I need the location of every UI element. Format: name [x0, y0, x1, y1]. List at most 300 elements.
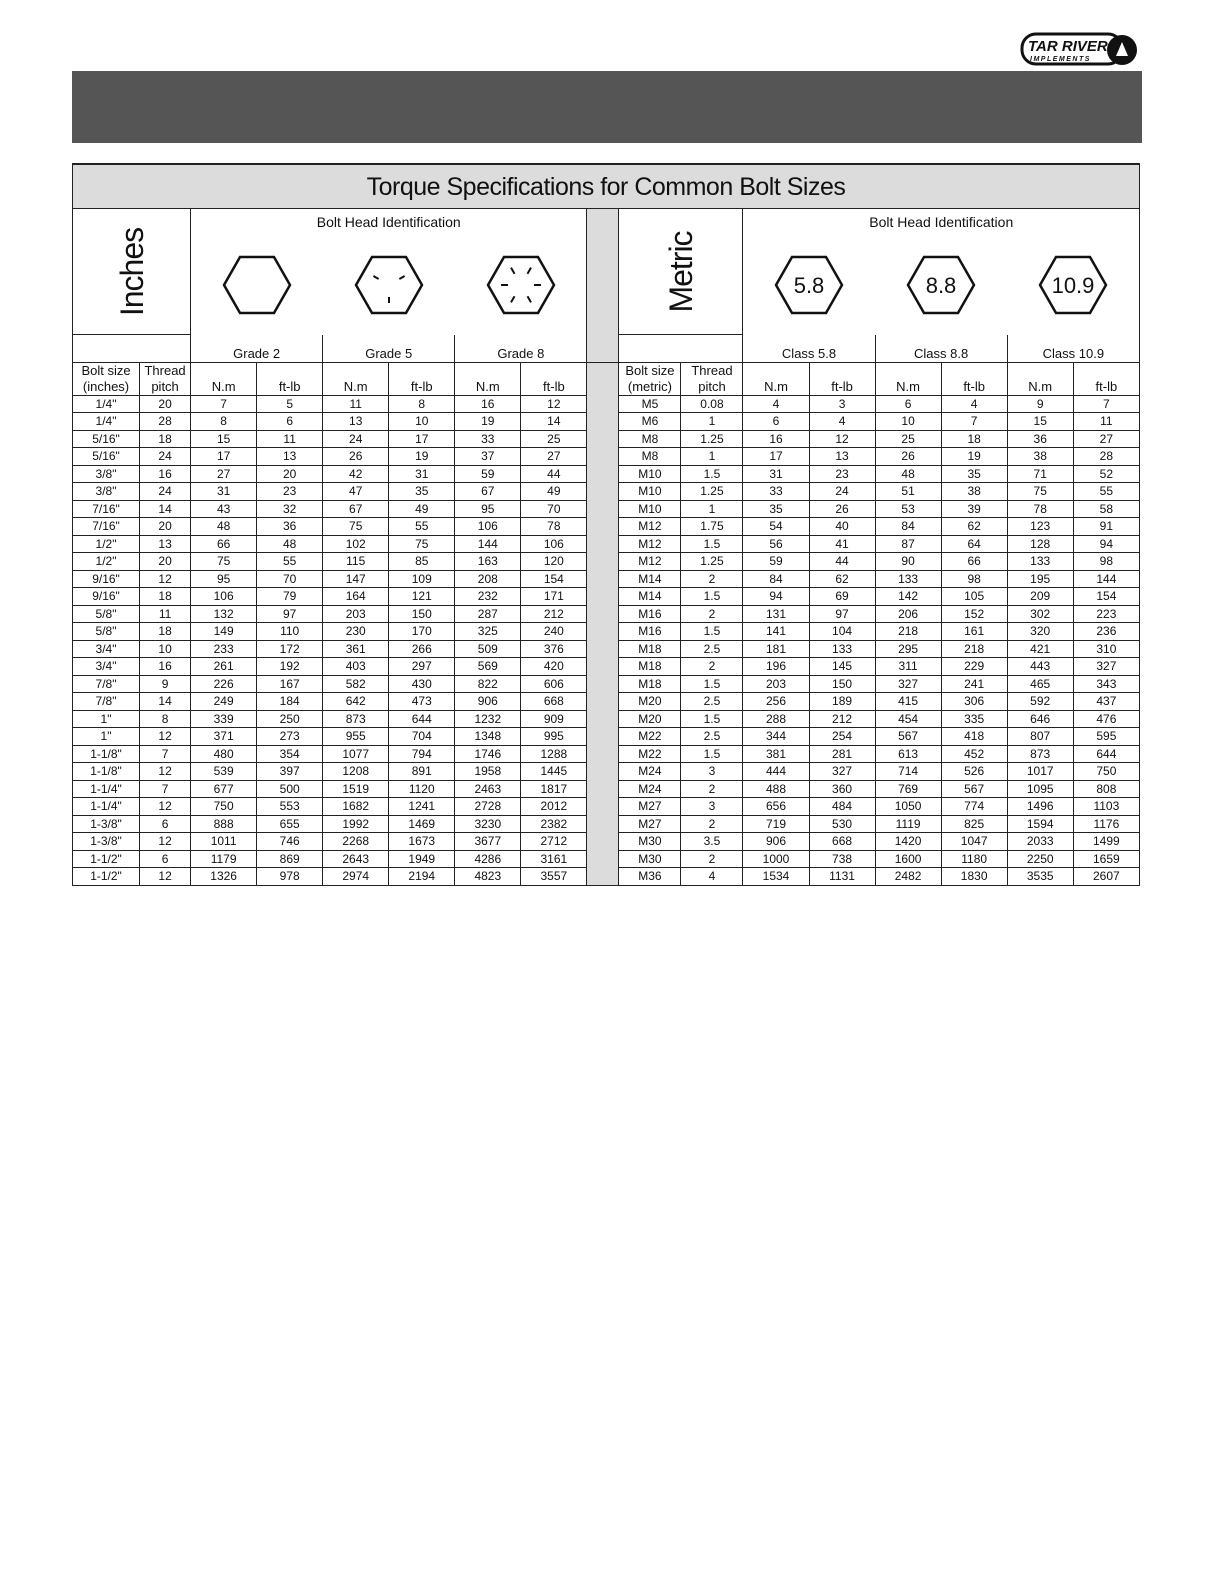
- metric-cell: 145: [809, 658, 875, 676]
- metric-cell: 1119: [875, 815, 941, 833]
- metric-cell: 36: [1007, 430, 1073, 448]
- inches-cell: 287: [455, 605, 521, 623]
- inches-cell: 24: [140, 483, 191, 501]
- metric-cell: 906: [743, 833, 809, 851]
- inches-cell: 15: [191, 430, 257, 448]
- inches-cell: 13: [140, 535, 191, 553]
- inches-cell: 2974: [323, 868, 389, 886]
- metric-cell: 808: [1073, 780, 1139, 798]
- inches-cell: 11: [323, 395, 389, 413]
- metric-unit-cell: [619, 209, 743, 335]
- table-title: Torque Specifications for Common Bolt Sizes: [73, 164, 1140, 209]
- inches-cell: 746: [257, 833, 323, 851]
- inches-cell: 43: [191, 500, 257, 518]
- inches-cell: 339: [191, 710, 257, 728]
- inches-cell: 2012: [521, 798, 587, 816]
- inches-cell: 79: [257, 588, 323, 606]
- inches-cell: 26: [323, 448, 389, 466]
- metric-cell: 18: [941, 430, 1007, 448]
- inches-cell: 1958: [455, 763, 521, 781]
- metric-cell: 26: [875, 448, 941, 466]
- metric-cell: M12: [619, 518, 681, 536]
- metric-cell: 7: [1073, 395, 1139, 413]
- inches-cell: 266: [389, 640, 455, 658]
- metric-cell: 123: [1007, 518, 1073, 536]
- inches-cell: 23: [257, 483, 323, 501]
- metric-cell: 1103: [1073, 798, 1139, 816]
- metric-cell: M20: [619, 693, 681, 711]
- metric-cell: 769: [875, 780, 941, 798]
- metric-cell: 38: [941, 483, 1007, 501]
- inches-cell: 14: [521, 413, 587, 431]
- inches-cell: 473: [389, 693, 455, 711]
- inches-cell: 1817: [521, 780, 587, 798]
- inches-cell: 171: [521, 588, 587, 606]
- metric-cell: 26: [809, 500, 875, 518]
- metric-cell: 38: [1007, 448, 1073, 466]
- inches-cell: 78: [521, 518, 587, 536]
- metric-cell: 646: [1007, 710, 1073, 728]
- metric-cell: 327: [875, 675, 941, 693]
- grade-2-label: Grade 2: [191, 335, 323, 363]
- inches-cell: 249: [191, 693, 257, 711]
- metric-cell: 281: [809, 745, 875, 763]
- inches-cell: 47: [323, 483, 389, 501]
- inches-cell: 2268: [323, 833, 389, 851]
- inches-cell: 75: [323, 518, 389, 536]
- class-8-8-ftlb-header: ft-lb: [941, 362, 1007, 395]
- metric-cell: 1594: [1007, 815, 1073, 833]
- inches-cell: 20: [140, 395, 191, 413]
- inches-cell: 44: [521, 465, 587, 483]
- metric-cell: 344: [743, 728, 809, 746]
- inches-cell: 2728: [455, 798, 521, 816]
- inches-cell: 5/16": [73, 430, 140, 448]
- metric-cell: M20: [619, 710, 681, 728]
- inches-bolt-head-label: Bolt Head Identification: [191, 209, 587, 236]
- inches-cell: 167: [257, 675, 323, 693]
- metric-cell: 223: [1073, 605, 1139, 623]
- inches-cell: 1949: [389, 850, 455, 868]
- grade-8-head-cell: [455, 236, 587, 335]
- inches-cell: 5: [257, 395, 323, 413]
- metric-cell: M10: [619, 465, 681, 483]
- metric-cell: 62: [941, 518, 1007, 536]
- inches-cell: 17: [191, 448, 257, 466]
- inches-cell: 95: [455, 500, 521, 518]
- metric-cell: 3: [681, 763, 743, 781]
- metric-cell: 2: [681, 815, 743, 833]
- inches-cell: 16: [140, 465, 191, 483]
- metric-cell: 62: [809, 570, 875, 588]
- metric-cell: 343: [1073, 675, 1139, 693]
- section-divider-body: [587, 362, 619, 885]
- inches-cell: 3230: [455, 815, 521, 833]
- metric-cell: 28: [1073, 448, 1139, 466]
- metric-cell: 150: [809, 675, 875, 693]
- inches-unit-bottom: [73, 335, 191, 363]
- metric-unit-label: Metric: [662, 230, 699, 313]
- metric-cell: 2.5: [681, 728, 743, 746]
- inches-cell: 55: [389, 518, 455, 536]
- metric-cell: 1: [681, 500, 743, 518]
- metric-cell: 39: [941, 500, 1007, 518]
- inches-cell: 149: [191, 623, 257, 641]
- metric-cell: 4: [941, 395, 1007, 413]
- metric-cell: 1420: [875, 833, 941, 851]
- hex-bolt-grade-5-icon: [354, 253, 424, 317]
- inches-cell: 18: [140, 430, 191, 448]
- metric-cell: 209: [1007, 588, 1073, 606]
- inches-cell: 1348: [455, 728, 521, 746]
- inches-cell: 1-3/8": [73, 833, 140, 851]
- inches-cell: 2712: [521, 833, 587, 851]
- inches-cell: 70: [257, 570, 323, 588]
- metric-cell: 484: [809, 798, 875, 816]
- metric-cell: 181: [743, 640, 809, 658]
- inches-cell: 5/8": [73, 605, 140, 623]
- metric-cell: 3535: [1007, 868, 1073, 886]
- metric-cell: 133: [809, 640, 875, 658]
- inches-cell: 539: [191, 763, 257, 781]
- grade-8-label: Grade 8: [455, 335, 587, 363]
- metric-cell: 218: [875, 623, 941, 641]
- grade-5-nm-header: N.m: [323, 362, 389, 395]
- class-10-9-nm-header: N.m: [1007, 362, 1073, 395]
- inches-cell: 1-1/4": [73, 780, 140, 798]
- class-10-9-label: Class 10.9: [1007, 335, 1139, 363]
- inches-cell: 3557: [521, 868, 587, 886]
- inches-cell: 233: [191, 640, 257, 658]
- inches-cell: 873: [323, 710, 389, 728]
- metric-cell: 27: [1073, 430, 1139, 448]
- metric-cell: 16: [743, 430, 809, 448]
- inches-cell: 85: [389, 553, 455, 571]
- metric-cell: 4: [809, 413, 875, 431]
- metric-cell: 595: [1073, 728, 1139, 746]
- metric-cell: 203: [743, 675, 809, 693]
- inches-cell: 172: [257, 640, 323, 658]
- inches-cell: 1208: [323, 763, 389, 781]
- metric-cell: 2482: [875, 868, 941, 886]
- inches-cell: 12: [140, 833, 191, 851]
- metric-cell: 454: [875, 710, 941, 728]
- inches-cell: 154: [521, 570, 587, 588]
- metric-cell: 154: [1073, 588, 1139, 606]
- metric-cell: 44: [809, 553, 875, 571]
- inches-cell: 1326: [191, 868, 257, 886]
- metric-cell: M6: [619, 413, 681, 431]
- metric-bolt-head-label: Bolt Head Identification: [743, 209, 1140, 236]
- metric-cell: M36: [619, 868, 681, 886]
- metric-cell: 1.5: [681, 588, 743, 606]
- inches-cell: 75: [389, 535, 455, 553]
- metric-cell: 873: [1007, 745, 1073, 763]
- inches-cell: 7/16": [73, 500, 140, 518]
- inches-cell: 67: [323, 500, 389, 518]
- metric-cell: 295: [875, 640, 941, 658]
- metric-cell: 35: [941, 465, 1007, 483]
- metric-cell: 59: [743, 553, 809, 571]
- metric-cell: 105: [941, 588, 1007, 606]
- metric-cell: 738: [809, 850, 875, 868]
- inches-cell: 1445: [521, 763, 587, 781]
- metric-cell: 526: [941, 763, 1007, 781]
- inches-cell: 14: [140, 500, 191, 518]
- inches-cell: 184: [257, 693, 323, 711]
- metric-cell: 443: [1007, 658, 1073, 676]
- metric-cell: 97: [809, 605, 875, 623]
- metric-cell: M22: [619, 745, 681, 763]
- inches-cell: 67: [455, 483, 521, 501]
- metric-cell: 78: [1007, 500, 1073, 518]
- metric-cell: 24: [809, 483, 875, 501]
- metric-cell: 530: [809, 815, 875, 833]
- class-5-8-label: Class 5.8: [743, 335, 875, 363]
- class-8-8-head-cell: [875, 236, 1007, 335]
- metric-cell: 189: [809, 693, 875, 711]
- metric-cell: 310: [1073, 640, 1139, 658]
- inches-cell: 20: [140, 553, 191, 571]
- class-5-8-nm-header: N.m: [743, 362, 809, 395]
- inches-cell: 6: [140, 850, 191, 868]
- metric-cell: 241: [941, 675, 1007, 693]
- inches-cell: 7: [191, 395, 257, 413]
- inches-cell: 361: [323, 640, 389, 658]
- metric-cell: 23: [809, 465, 875, 483]
- inches-cell: 3/8": [73, 465, 140, 483]
- metric-cell: 1.25: [681, 483, 743, 501]
- metric-cell: 56: [743, 535, 809, 553]
- inches-cell: 1232: [455, 710, 521, 728]
- class-10-9-marking: 10.9: [1051, 273, 1095, 299]
- inches-cell: 48: [191, 518, 257, 536]
- inches-cell: 1746: [455, 745, 521, 763]
- metric-cell: 133: [875, 570, 941, 588]
- inches-cell: 677: [191, 780, 257, 798]
- inches-cell: 794: [389, 745, 455, 763]
- metric-cell: M10: [619, 500, 681, 518]
- metric-cell: 229: [941, 658, 1007, 676]
- inches-bolt-size-header: Bolt size (inches): [73, 362, 140, 395]
- inches-cell: 8: [140, 710, 191, 728]
- inches-cell: 5/8": [73, 623, 140, 641]
- inches-cell: 1011: [191, 833, 257, 851]
- metric-cell: 1499: [1073, 833, 1139, 851]
- inches-cell: 11: [140, 605, 191, 623]
- metric-cell: M16: [619, 605, 681, 623]
- metric-cell: 1176: [1073, 815, 1139, 833]
- class-5-8-marking: 5.8: [793, 273, 825, 299]
- metric-cell: 1000: [743, 850, 809, 868]
- metric-cell: M12: [619, 553, 681, 571]
- inches-cell: 115: [323, 553, 389, 571]
- inches-cell: 8: [389, 395, 455, 413]
- inches-cell: 32: [257, 500, 323, 518]
- section-divider: [587, 209, 619, 363]
- inches-cell: 3/4": [73, 640, 140, 658]
- metric-cell: 719: [743, 815, 809, 833]
- inches-cell: 2194: [389, 868, 455, 886]
- metric-cell: 306: [941, 693, 1007, 711]
- metric-cell: 54: [743, 518, 809, 536]
- metric-cell: 9: [1007, 395, 1073, 413]
- inches-cell: 7: [140, 745, 191, 763]
- inches-cell: 95: [191, 570, 257, 588]
- inches-cell: 232: [455, 588, 521, 606]
- inches-cell: 208: [455, 570, 521, 588]
- metric-cell: M8: [619, 448, 681, 466]
- inches-cell: 12: [140, 570, 191, 588]
- metric-cell: 51: [875, 483, 941, 501]
- inches-cell: 955: [323, 728, 389, 746]
- metric-cell: 714: [875, 763, 941, 781]
- metric-cell: 2: [681, 570, 743, 588]
- inches-cell: 4823: [455, 868, 521, 886]
- inches-cell: 36: [257, 518, 323, 536]
- inches-cell: 995: [521, 728, 587, 746]
- inches-cell: 192: [257, 658, 323, 676]
- metric-cell: 807: [1007, 728, 1073, 746]
- metric-unit-bottom: [619, 335, 743, 363]
- metric-cell: 415: [875, 693, 941, 711]
- inches-cell: 1-1/2": [73, 850, 140, 868]
- metric-cell: 1.5: [681, 745, 743, 763]
- inches-cell: 1": [73, 728, 140, 746]
- metric-cell: 1.25: [681, 553, 743, 571]
- inches-cell: 132: [191, 605, 257, 623]
- inches-cell: 10: [140, 640, 191, 658]
- inches-cell: 420: [521, 658, 587, 676]
- metric-cell: 91: [1073, 518, 1139, 536]
- metric-cell: 48: [875, 465, 941, 483]
- metric-cell: 144: [1073, 570, 1139, 588]
- metric-cell: 1830: [941, 868, 1007, 886]
- inches-cell: 31: [191, 483, 257, 501]
- metric-cell: 327: [809, 763, 875, 781]
- metric-cell: M18: [619, 658, 681, 676]
- inches-cell: 397: [257, 763, 323, 781]
- metric-cell: 2033: [1007, 833, 1073, 851]
- metric-cell: 11: [1073, 413, 1139, 431]
- metric-cell: 236: [1073, 623, 1139, 641]
- metric-cell: 64: [941, 535, 1007, 553]
- metric-cell: 1095: [1007, 780, 1073, 798]
- inches-cell: 35: [389, 483, 455, 501]
- inches-cell: 7: [140, 780, 191, 798]
- inches-cell: 978: [257, 868, 323, 886]
- inches-cell: 14: [140, 693, 191, 711]
- inches-cell: 430: [389, 675, 455, 693]
- metric-cell: 161: [941, 623, 1007, 641]
- inches-cell: 147: [323, 570, 389, 588]
- inches-cell: 144: [455, 535, 521, 553]
- metric-cell: 750: [1073, 763, 1139, 781]
- metric-cell: M16: [619, 623, 681, 641]
- inches-cell: 12: [140, 763, 191, 781]
- inches-cell: 376: [521, 640, 587, 658]
- hex-bolt-grade-2-icon: [222, 253, 292, 317]
- metric-cell: 141: [743, 623, 809, 641]
- metric-cell: 131: [743, 605, 809, 623]
- metric-cell: 567: [941, 780, 1007, 798]
- inches-cell: 3/4": [73, 658, 140, 676]
- metric-cell: 1659: [1073, 850, 1139, 868]
- inches-cell: 1241: [389, 798, 455, 816]
- inches-cell: 20: [257, 465, 323, 483]
- metric-cell: 84: [875, 518, 941, 536]
- class-5-8-head-cell: [743, 236, 875, 335]
- inches-cell: 509: [455, 640, 521, 658]
- metric-cell: 1017: [1007, 763, 1073, 781]
- metric-cell: 3: [809, 395, 875, 413]
- grade-2-ftlb-header: ft-lb: [257, 362, 323, 395]
- inches-cell: 212: [521, 605, 587, 623]
- metric-cell: 302: [1007, 605, 1073, 623]
- metric-cell: 6: [875, 395, 941, 413]
- metric-cell: 196: [743, 658, 809, 676]
- metric-cell: 58: [1073, 500, 1139, 518]
- metric-cell: 6: [743, 413, 809, 431]
- inches-cell: 27: [191, 465, 257, 483]
- metric-cell: 40: [809, 518, 875, 536]
- metric-cell: 75: [1007, 483, 1073, 501]
- inches-cell: 582: [323, 675, 389, 693]
- metric-cell: 33: [743, 483, 809, 501]
- metric-cell: 25: [875, 430, 941, 448]
- metric-cell: 7: [941, 413, 1007, 431]
- inches-cell: 7/8": [73, 693, 140, 711]
- inches-cell: 20: [140, 518, 191, 536]
- inches-cell: 55: [257, 553, 323, 571]
- inches-cell: 888: [191, 815, 257, 833]
- hex-bolt-class-5-8-icon: [774, 253, 844, 317]
- metric-cell: M27: [619, 815, 681, 833]
- metric-cell: 10: [875, 413, 941, 431]
- metric-cell: 98: [1073, 553, 1139, 571]
- class-5-8-ftlb-header: ft-lb: [809, 362, 875, 395]
- metric-cell: 12: [809, 430, 875, 448]
- metric-cell: 1.25: [681, 430, 743, 448]
- inches-cell: 28: [140, 413, 191, 431]
- inches-cell: 226: [191, 675, 257, 693]
- metric-cell: 1131: [809, 868, 875, 886]
- inches-cell: 891: [389, 763, 455, 781]
- metric-cell: 87: [875, 535, 941, 553]
- inches-cell: 9/16": [73, 588, 140, 606]
- inches-cell: 1-1/4": [73, 798, 140, 816]
- inches-cell: 4286: [455, 850, 521, 868]
- metric-cell: 13: [809, 448, 875, 466]
- inches-cell: 2643: [323, 850, 389, 868]
- metric-cell: M18: [619, 675, 681, 693]
- metric-cell: M22: [619, 728, 681, 746]
- metric-cell: 41: [809, 535, 875, 553]
- metric-cell: 335: [941, 710, 1007, 728]
- metric-cell: 311: [875, 658, 941, 676]
- inches-cell: 163: [455, 553, 521, 571]
- inches-cell: 109: [389, 570, 455, 588]
- metric-cell: 418: [941, 728, 1007, 746]
- metric-cell: M14: [619, 570, 681, 588]
- inches-unit-label: Inches: [113, 227, 150, 316]
- metric-cell: 421: [1007, 640, 1073, 658]
- metric-cell: 1.5: [681, 710, 743, 728]
- inches-cell: 6: [257, 413, 323, 431]
- metric-cell: 288: [743, 710, 809, 728]
- metric-cell: M8: [619, 430, 681, 448]
- inches-cell: 750: [191, 798, 257, 816]
